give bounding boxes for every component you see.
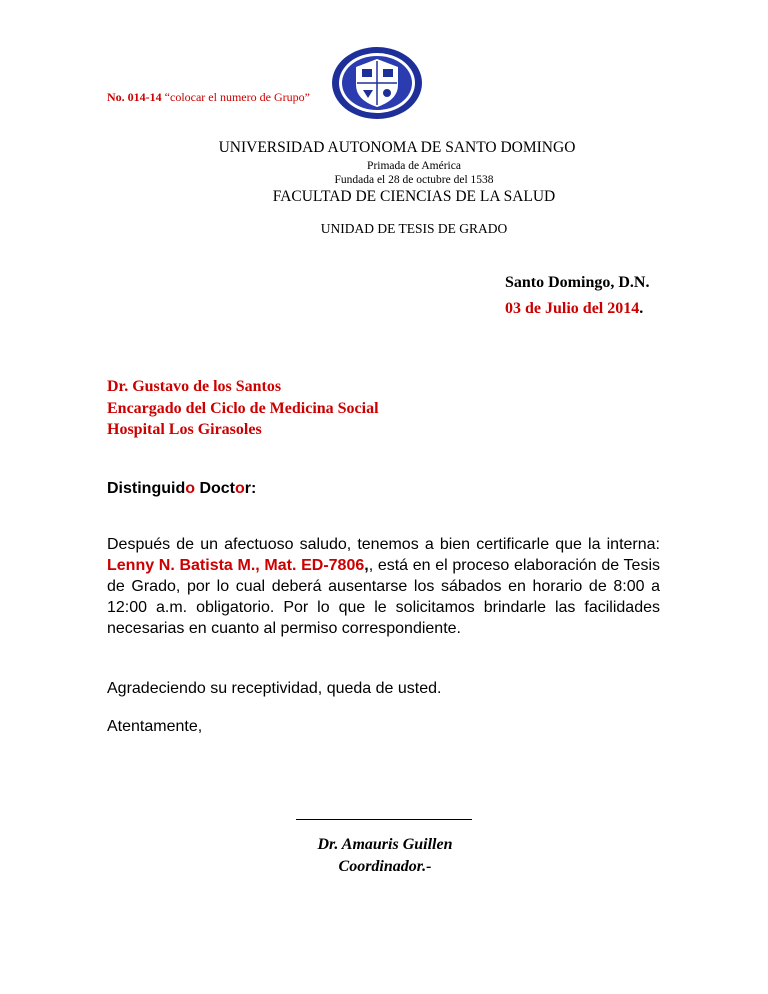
recipient-name: Dr. Gustavo de los Santos <box>107 378 282 395</box>
thanks-line: Agradeciendo su receptividad, queda de usted. <box>107 680 442 697</box>
signature-line <box>296 819 472 820</box>
student-name: Lenny N. Batista M., Mat. ED-7806 <box>107 557 365 574</box>
faculty-name: FACULTAD DE CIENCIAS DE LA SALUD <box>272 188 556 205</box>
ref-number: No. 014-14 <box>107 90 162 104</box>
recipient-hospital: Hospital Los Girasoles <box>107 421 262 438</box>
university-seal-icon <box>330 45 424 121</box>
greeting <box>107 480 256 498</box>
ref-note: “colocar el numero de Grupo” <box>164 90 310 104</box>
date-line <box>505 300 643 318</box>
greeting-part: r: <box>244 480 257 497</box>
date-text: 03 de Julio del 2014 <box>505 300 640 317</box>
comma: , <box>364 557 369 574</box>
primada-line: Primada de América <box>367 160 461 172</box>
signer-name: Dr. Amauris Guillen <box>317 836 453 853</box>
unit-name: UNIDAD DE TESIS DE GRADO <box>320 221 508 236</box>
body-paragraph <box>107 534 660 639</box>
city-line: Santo Domingo, D.N. <box>505 274 650 291</box>
regards-line: Atentamente, <box>107 718 203 735</box>
greeting-part: Doct <box>195 480 235 497</box>
reference-number <box>107 90 310 105</box>
greeting-part: o <box>185 480 195 497</box>
fundada-line: Fundada el 28 de octubre del 1538 <box>334 174 494 186</box>
greeting-part: Distinguid <box>107 480 186 497</box>
body-text: , está en el proceso elaboración de Tesis de Grado, por lo cual deberá ausentarse los sábados en horario de 8:00 a 12:00 a.m. obligatorio. Por lo que le solicitamos brindarle las facilidades necesarias en cuanto al permiso correspondiente. <box>107 557 660 637</box>
signer-role: Coordinador.- <box>338 858 432 875</box>
recipient-title: Encargado del Ciclo de Medicina Social <box>107 400 379 417</box>
university-name: UNIVERSIDAD AUTONOMA DE SANTO DOMINGO <box>218 139 576 156</box>
body-text: Después de un afectuoso saludo, tenemos a bien certificarle que la interna: <box>107 536 660 553</box>
greeting-part: o <box>235 480 245 497</box>
date-period: . <box>639 300 644 317</box>
